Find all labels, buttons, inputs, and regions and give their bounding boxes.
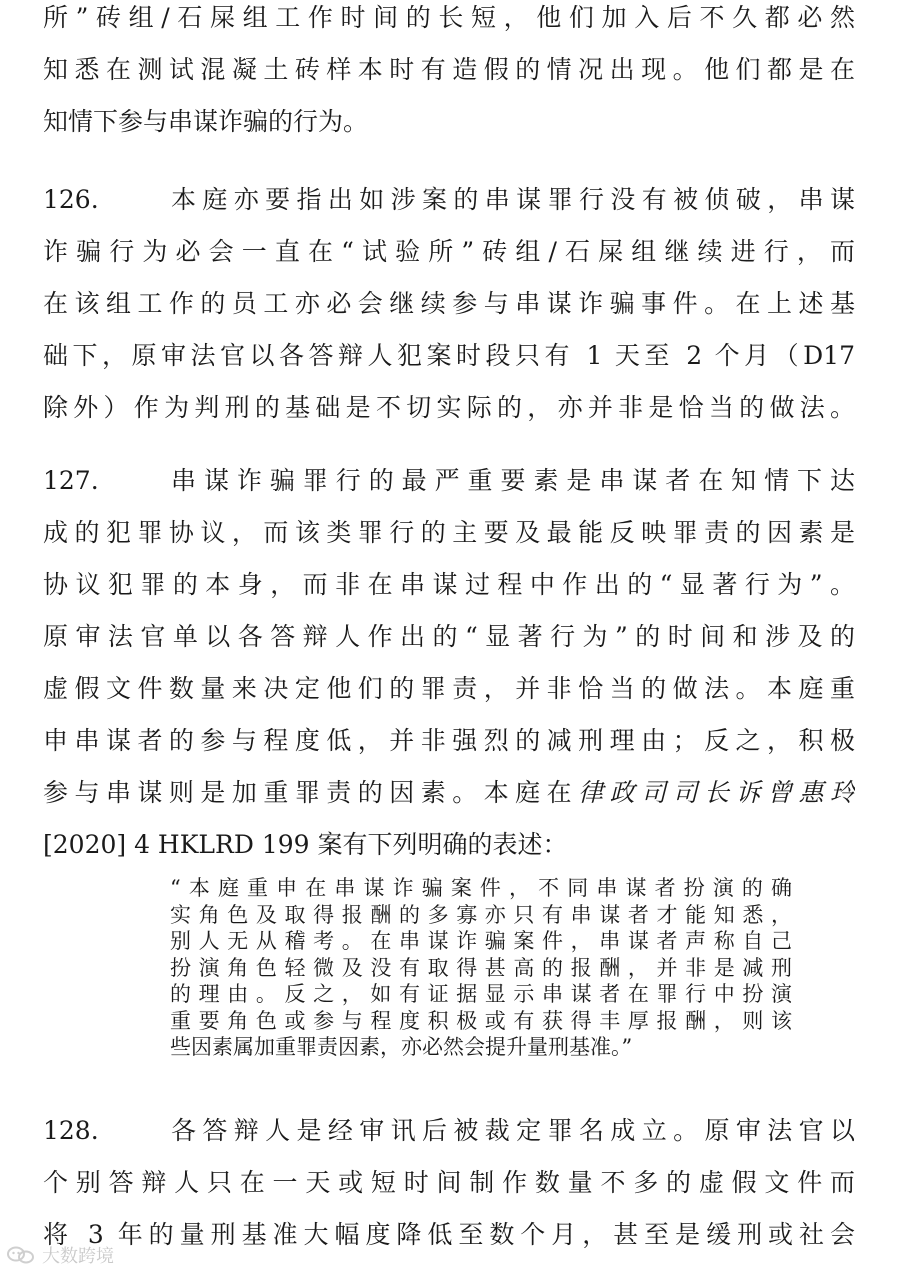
paragraph-number: 127.: [43, 466, 99, 495]
text-line: 在该组工作的员工亦必会继续参与串谋诈骗事件。在上述基: [43, 289, 855, 318]
text-line: 个别答辩人只在一天或短时间制作数量不多的虚假文件而: [43, 1168, 855, 1197]
text-segment: 参与串谋则是加重罪责的因素。本庭在: [43, 778, 579, 807]
text-line: 申串谋者的参与程度低，并非强烈的减刑理由；反之，积极: [43, 726, 855, 755]
quote-line: 重要角色或参与程度积极或有获得丰厚报酬，则该: [170, 1008, 792, 1033]
paragraph-first-line: [43, 455, 855, 507]
paragraph-127: [43, 455, 855, 871]
text-line: 诈骗行为必会一直在“试验所”砖组/石屎组继续进行，而: [43, 237, 855, 266]
text-line: 协议犯罪的本身，而非在串谋过程中作出的“显著行为”。: [43, 570, 855, 599]
paragraph-first-line: [43, 1105, 855, 1157]
text-line: 除外）作为判刑的基础是不切实际的，亦并非是恰当的做法。: [43, 393, 855, 422]
text-line: [2020] 4 HKLRD 199 案有下列明确的表述：: [43, 830, 568, 859]
text-line: 础下，原审法官以各答辩人犯案时段只有 1 天至 2 个月（D17: [43, 341, 855, 370]
text-line: 将 3 年的量刑基准大幅度降低至数个月，甚至是缓刑或社会: [43, 1220, 855, 1249]
text-line: 所”砖组/石屎组工作时间的长短，他们加入后不久都必然: [43, 3, 855, 32]
quote-line: 的理由。反之，如有证据显示串谋者在罪行中扮演: [170, 982, 792, 1006]
paragraph-number: 126.: [43, 185, 99, 214]
text-line: 成的犯罪协议，而该类罪行的主要及最能反映罪责的因素是: [43, 518, 855, 547]
quote-line: “本庭重申在串谋诈骗案件，不同串谋者扮演的确: [170, 876, 792, 900]
text-line: 知情下参与串谋诈骗的行为。: [43, 107, 369, 136]
text-line: 本庭亦要指出如涉案的串谋罪行没有被侦破，串谋: [171, 185, 855, 214]
quote-line: 扮演角色轻微及没有取得甚高的报酬，并非是减刑: [170, 955, 792, 980]
paragraph-128: [43, 1105, 855, 1261]
paragraph-first-line: [43, 174, 855, 226]
case-name: 律政司司长诉曾惠玲: [578, 778, 855, 807]
text-line: 原审法官单以各答辩人作出的“显著行为”的时间和涉及的: [43, 622, 855, 651]
quote-line: 别人无从稽考。在串谋诈骗案件，串谋者声称自己: [170, 929, 792, 953]
watermark-text: 大数跨境: [42, 1246, 114, 1267]
text-line: 虚假文件数量来决定他们的罪责，并非恰当的做法。本庭重: [43, 674, 855, 703]
paragraph-126: [43, 174, 855, 434]
text-line: 串谋诈骗罪行的最严重要素是串谋者在知情下达: [171, 466, 855, 495]
quote-line: 些因素属加重罪责因素，亦必然会提升量刑基准。”: [170, 1035, 633, 1059]
chat-bubbles-icon: [6, 1245, 36, 1265]
text-line: [43, 767, 855, 819]
intro-paragraph: [43, 0, 855, 148]
quote-line: 实角色及取得报酬的多寡亦只有串谋者才能知悉，: [170, 902, 792, 927]
text-line: 知悉在测试混凝土砖样本时有造假的情况出现。他们都是在: [43, 55, 855, 84]
text-line: 各答辩人是经审讯后被裁定罪名成立。原审法官以: [171, 1116, 855, 1145]
paragraph-number: 128.: [43, 1116, 99, 1145]
watermark: [6, 1242, 114, 1268]
block-quote: [170, 875, 792, 1061]
